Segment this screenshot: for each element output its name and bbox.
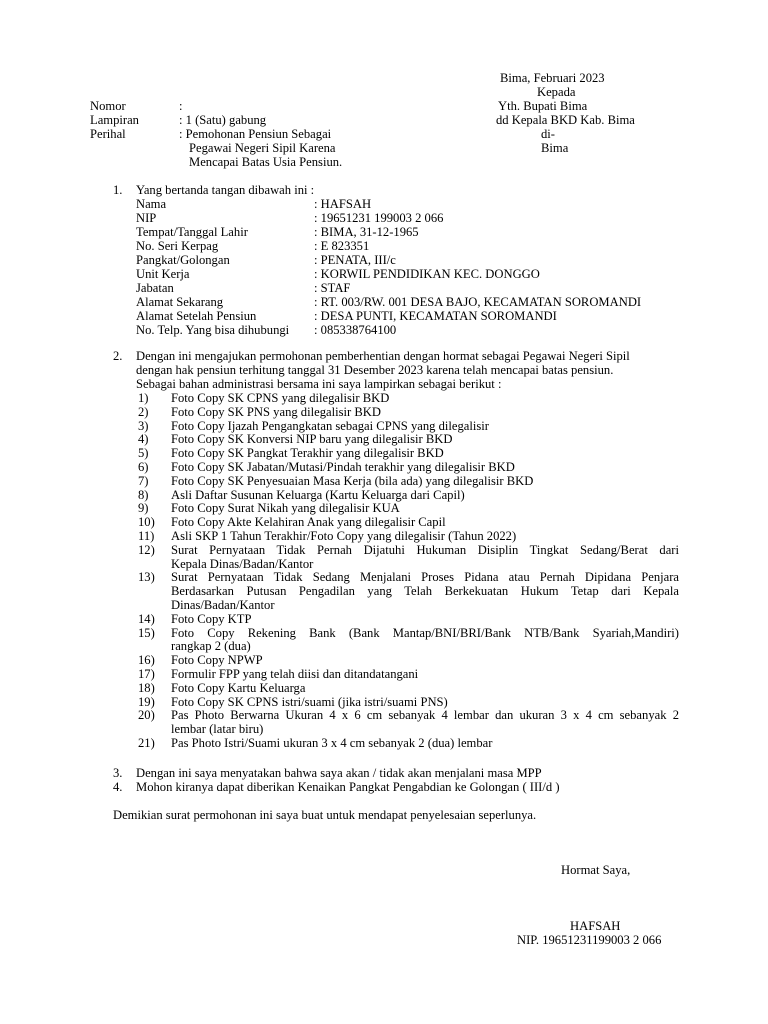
list-item-text: Foto Copy SK CPNS istri/suami (jika istri/suami PNS) (171, 694, 448, 709)
list-item-text: Foto Copy Akte Kelahiran Anak yang dilegalisir Capil (171, 515, 446, 530)
list-item-text: Foto Copy SK PNS yang dilegalisir BKD (171, 404, 381, 419)
list-item-text: Foto Copy SK Jabatan/Mutasi/Pindah terakhir yang dilegalisir BKD (171, 460, 515, 474)
section-1-number: 1. (113, 183, 123, 197)
field-value: : BIMA, 31-12-1965 (314, 225, 419, 239)
perihal-value-line: Mencapai Batas Usia Pensiun. (189, 155, 343, 169)
field-label: Unit Kerja (136, 267, 190, 281)
list-item-number: 11) (138, 529, 155, 543)
section-2-intro-line: Sebagai bahan administrasi bersama ini saya lampirkan sebagai berikut : (136, 377, 502, 391)
field-label: Tempat/Tanggal Lahir (136, 225, 248, 239)
list-item-text: Foto Copy Rekening Bank (Bank Mantap/BNI/BRI/Bank NTB/Bank Syariah,Mandiri) (171, 625, 679, 640)
signature-nip: NIP. 19651231199003 2 066 (517, 933, 662, 947)
section-2-intro-line: Dengan ini mengajukan permohonan pemberhentian dengan hormat sebagai Pegawai Negeri Sipil (136, 349, 630, 363)
field-label: Pangkat/Golongan (136, 253, 230, 267)
list-item-text: Dinas/Badan/Kantor (171, 598, 275, 612)
field-label: NIP (136, 211, 157, 225)
field-label: No. Telp. Yang bisa dihubungi (136, 323, 290, 337)
field-value: : KORWIL PENDIDIKAN KEC. DONGGO (314, 267, 540, 281)
list-item-number: 16) (138, 653, 155, 668)
list-item-number: 12) (138, 542, 155, 557)
list-item-text: Foto Copy Surat Nikah yang dilegalisir KUA (171, 501, 400, 516)
signature-name: HAFSAH (570, 919, 621, 933)
field-label: Alamat Setelah Pensiun (136, 309, 257, 323)
list-item-text: Foto Copy NPWP (171, 653, 263, 668)
list-item-text: Foto Copy SK Konversi NIP baru yang dilegalisir BKD (171, 432, 453, 447)
list-item-text: Asli Daftar Susunan Keluarga (Kartu Keluarga dari Capil) (171, 487, 465, 502)
nomor-label: Nomor (90, 99, 126, 113)
field-value: : STAF (314, 281, 351, 295)
field-value: : RT. 003/RW. 001 DESA BAJO, KECAMATAN SOROMANDI (314, 295, 642, 309)
section-2-number: 2. (113, 349, 123, 363)
list-item-text: Kepala Dinas/Badan/Kantor (171, 556, 314, 571)
list-item-text: Foto Copy SK Pangkat Terakhir yang dilegalisir BKD (171, 446, 444, 461)
perihal-value-line: : Pemohonan Pensiun Sebagai (179, 127, 332, 141)
list-item-number: 10) (138, 515, 155, 530)
list-item-number: 13) (138, 570, 155, 585)
list-item-number: 19) (138, 694, 155, 709)
list-item-text: Foto Copy Ijazah Pengangkatan sebagai CPNS yang dilegalisir (171, 418, 489, 433)
field-value: : 085338764100 (314, 323, 397, 337)
list-item-text: Asli SKP 1 Tahun Terakhir/Foto Copy yang dilegalisir (Tahun 2022) (171, 529, 517, 543)
list-item-text: Surat Pernyataan Tidak Pernah Dijatuhi Hukuman Disiplin Tingkat Sedang/Berat dari (171, 542, 679, 557)
addressee-city: Bima (541, 141, 569, 155)
list-item-number: 7) (138, 473, 149, 488)
list-item-text: Pas Photo Berwarna Ukuran 4 x 6 cm sebanyak 4 lembar dan ukuran 3 x 4 cm sebanyak 2 (171, 708, 679, 723)
field-label: No. Seri Kerpag (136, 239, 219, 253)
list-item-number: 1) (138, 391, 149, 405)
list-item-number: 9) (138, 501, 149, 516)
section-3-number: 3. (113, 766, 123, 780)
list-item-number: 18) (138, 680, 155, 695)
list-item-number: 8) (138, 487, 149, 502)
field-label: Nama (136, 197, 167, 211)
field-label: Alamat Sekarang (136, 295, 224, 309)
section-1-intro: Yang bertanda tangan dibawah ini : (136, 183, 315, 197)
field-value: : 19651231 199003 2 066 (314, 211, 444, 225)
lampiran-label: Lampiran (90, 113, 139, 127)
list-item-number: 20) (138, 708, 155, 723)
closing-statement: Demikian surat permohonan ini saya buat untuk mendapat penyelesaian seperlunya. (113, 808, 537, 822)
list-item-text: Foto Copy SK Penyesuaian Masa Kerja (bila ada) yang dilegalisir BKD (171, 473, 534, 488)
list-item-text: Surat Pernyataan Tidak Sedang Menjalani Proses Pidana atau Pernah Dipidana Penjara (171, 570, 679, 585)
list-item-number: 21) (138, 736, 155, 750)
lampiran-value: : 1 (Satu) gabung (179, 113, 267, 127)
addressee: Yth. Bupati Bima (498, 99, 588, 113)
list-item-text: rangkap 2 (dua) (171, 639, 251, 654)
list-item-text: Formulir FPP yang telah diisi dan ditandatangani (171, 667, 419, 681)
nomor-value: : (179, 99, 183, 113)
section-4-text: Mohon kiranya dapat diberikan Kenaikan Pangkat Pengabdian ke Golongan ( III/d ) (136, 780, 560, 794)
field-value: : HAFSAH (314, 197, 372, 211)
field-value: : E 823351 (314, 239, 370, 253)
list-item-number: 2) (138, 404, 149, 419)
list-item-number: 15) (138, 625, 155, 640)
section-4-number: 4. (113, 780, 123, 794)
addressee-di: di- (541, 127, 555, 141)
list-item-text: Pas Photo Istri/Suami ukuran 3 x 4 cm sebanyak 2 (dua) lembar (171, 736, 493, 750)
list-item-number: 4) (138, 432, 149, 447)
section-3-text: Dengan ini saya menyatakan bahwa saya akan / tidak akan menjalani masa MPP (136, 766, 542, 780)
list-item-number: 17) (138, 667, 155, 681)
list-item-text: Foto Copy SK CPNS yang dilegalisir BKD (171, 391, 390, 405)
perihal-value-line: Pegawai Negeri Sipil Karena (189, 141, 336, 155)
field-value: : DESA PUNTI, KECAMATAN SOROMANDI (314, 309, 557, 323)
section-2-intro-line: dengan hak pensiun terhitung tanggal 31 Desember 2023 karena telah mencapai batas pensiun. (136, 363, 614, 377)
field-label: Jabatan (136, 281, 174, 295)
kepada-label: Kepada (537, 85, 576, 99)
field-value: : PENATA, III/c (314, 253, 396, 267)
list-item-text: lembar (latar biru) (171, 722, 264, 737)
list-item-number: 6) (138, 460, 149, 474)
list-item-text: Berdasarkan Putusan Pengadilan yang Telah Berkekuatan Hukum Tetap dari Kepala (171, 584, 679, 599)
addressee-via: dd Kepala BKD Kab. Bima (496, 113, 635, 127)
list-item-number: 5) (138, 446, 149, 461)
list-item-text: Foto Copy KTP (171, 611, 252, 626)
signature-greeting: Hormat Saya, (561, 863, 631, 877)
list-item-text: Foto Copy Kartu Keluarga (171, 680, 306, 695)
list-item-number: 3) (138, 418, 149, 433)
perihal-label: Perihal (90, 127, 126, 141)
list-item-number: 14) (138, 611, 155, 626)
place-date: Bima, Februari 2023 (500, 71, 605, 85)
